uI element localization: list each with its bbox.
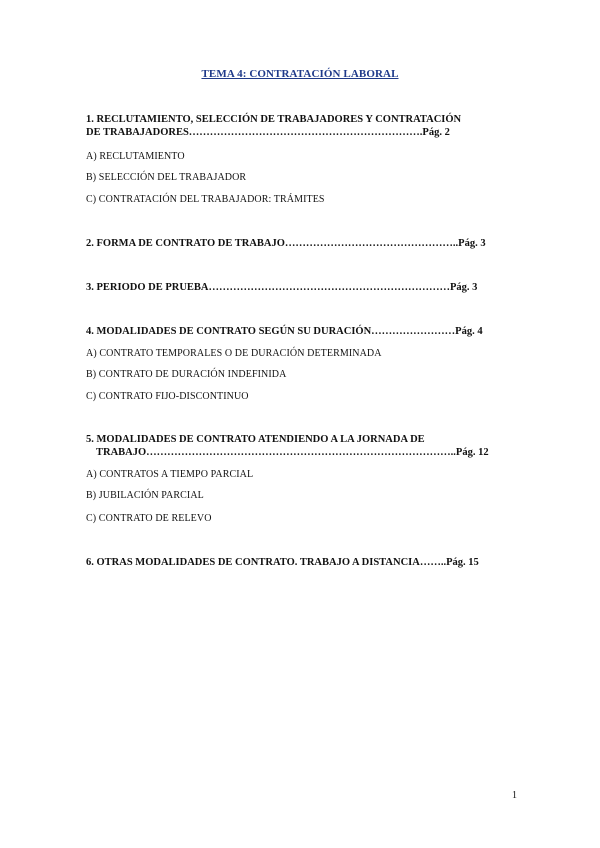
toc-heading-1 bbox=[86, 113, 514, 139]
toc-subitem: A) CONTRATO TEMPORALES O DE DURACIÓN DETERMINADA bbox=[86, 348, 382, 359]
toc-subitem: B) JUBILACIÓN PARCIAL bbox=[86, 490, 204, 501]
toc-heading-4: 4. MODALIDADES DE CONTRATO SEGÚN SU DURACIÓN……………………Pág. 4 bbox=[86, 326, 483, 337]
toc-heading-5 bbox=[86, 433, 514, 459]
toc-subitem: B) SELECCIÓN DEL TRABAJADOR bbox=[86, 172, 247, 183]
toc-heading-5-line2: TRABAJO……………………………………………………………………………..Pág. 12 bbox=[96, 447, 489, 458]
toc-subitem: C) CONTRATO DE RELEVO bbox=[86, 513, 212, 524]
toc-subitem: B) CONTRATO DE DURACIÓN INDEFINIDA bbox=[86, 369, 287, 380]
page-title: TEMA 4: CONTRATACIÓN LABORAL bbox=[201, 68, 399, 80]
toc-subitem: A) CONTRATOS A TIEMPO PARCIAL bbox=[86, 469, 254, 480]
page-number: 1 bbox=[512, 790, 517, 801]
toc-subitem: A) RECLUTAMIENTO bbox=[86, 151, 185, 162]
toc-subitem: C) CONTRATACIÓN DEL TRABAJADOR: TRÁMITES bbox=[86, 194, 325, 205]
toc-subitem: C) CONTRATO FIJO-DISCONTINUO bbox=[86, 391, 249, 402]
toc-heading-1-line2: DE TRABAJADORES………………………………………………………….Pág. 2 bbox=[86, 127, 450, 138]
toc-heading-5-line1: 5. MODALIDADES DE CONTRATO ATENDIENDO A LA JORNADA DE bbox=[86, 434, 425, 445]
toc-heading-2: 2. FORMA DE CONTRATO DE TRABAJO…………………………………………..Pág. 3 bbox=[86, 238, 486, 249]
toc-heading-3: 3. PERIODO DE PRUEBA……………………………………………………………Pág. 3 bbox=[86, 282, 478, 293]
toc-heading-6: 6. OTRAS MODALIDADES DE CONTRATO. TRABAJO A DISTANCIA……..Pág. 15 bbox=[86, 557, 479, 568]
toc-heading-1-line1: 1. RECLUTAMIENTO, SELECCIÓN DE TRABAJADORES Y CONTRATACIÓN bbox=[86, 114, 462, 125]
